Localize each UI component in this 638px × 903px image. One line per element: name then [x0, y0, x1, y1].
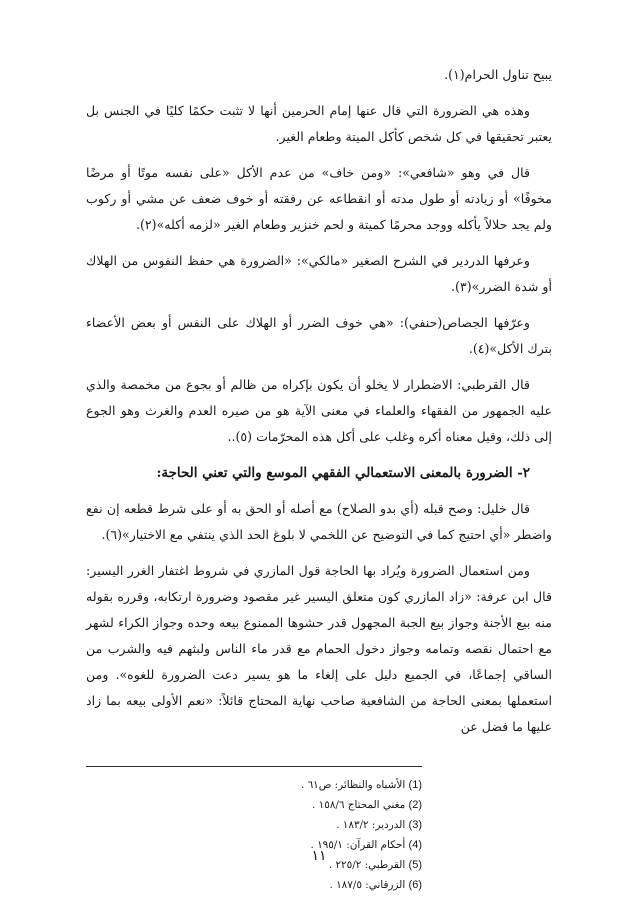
paragraph-1: يبيح تناول الحرام(١). [444, 67, 552, 82]
page-number: ١١ [311, 848, 327, 864]
paragraph-8: ومن استعمال الضرورة ويُراد بها الحاجة قول المازري في شروط اغتفار الغرر اليسير: قال ابن عرفة: «زاد المازري كون متعلق اليسير غير مقصود وضرورة ارتكابه، وقرره بقوله منه بيع الأجنة وجواز بيع الجبة المجهول قدر حشوها الممنوع بيعه وحده وجواز الكراء لشهر مع احتمال نقصه وتمامه وجواز دخول الحمام مع قدر ماء الناس ولبثهم فيه والشرب من الساقي إجماعًا، في الجميع دليل على إلغاء ما هو يسير دعت الضرورة للغوه». ومن استعملها بمعنى الحاجة من الشافعية صاحب نهاية المحتاج قائلاً: «نعم الأولى بيعه بما زاد عليها ما فضل عن [86, 563, 552, 734]
document-page [86, 62, 552, 895]
paragraph-6: قال القرطبي: الاضطرار لا يخلو أن يكون بإكراه من ظالم أو بجوع من مخمصة والذي عليه الجمهور من الفقهاء والعلماء في معنى الآية هو من صيره العدم والغرث وهو الجوع إلى ذلك، وقيل معناه أكره وغلب على أكل هذه المحرّمات (٥).. [86, 377, 552, 444]
footnote-number: (6) [408, 879, 422, 891]
paragraph-2: وهذه هي الضرورة التي قال عنها إمام الحرمين أنها لا تثبت حكمًا كليًا في الجنس بل يعتبر تحقيقها في كل شخص كأكل الميتة وطعام الغير. [86, 103, 552, 144]
paragraph-3: قال في وهو «شافعي»: «ومن خاف» من عدم الأكل «على نفسه موتًا أو مرضًا مخوفًا» أو زيادته أو طول مدته أو انقطاعه عن رفقته أو خوف ضعف عن مشي أو ركوب ولم يجد حلالاً يأكله ووجد محرمًا كميتة و لحم خنزير وطعام الغير «لزمه أكله»(٢). [86, 165, 552, 232]
footnote-text: أحكام القرآن: ١٩٥/١ . [310, 839, 406, 851]
footnote-text: الأشباه والنظائر: ص٦١ . [300, 779, 406, 791]
footnote-item [86, 775, 552, 795]
section-heading: ٢- الضرورة بالمعنى الاستعمالي الفقهي الموسع والتي تعني الحاجة: [156, 465, 530, 481]
footnote-number: (3) [408, 819, 422, 831]
footnotes [86, 775, 552, 895]
footnote-text: الدردير: ١٨٣/٢ . [336, 819, 406, 831]
footnote-text: الزرقاني: ١٨٧/٥ . [329, 879, 406, 891]
footnote-number: (4) [408, 839, 422, 851]
paragraph-7: قال خليل: وصح قبله (أي بدو الصلاح) مع أصله أو الحق به أو على شرط قطعه إن نفع واضطر «أي احتيج كما في التوضيح عن اللخمي لا بلوغ الحد الذي ينتفي مع الاختيار»(٦). [86, 501, 552, 542]
footnote-item [86, 795, 552, 815]
footnote-item [86, 875, 552, 895]
paragraph-4: وعرفها الدردير في الشرح الصغير «مالكي»: «الضرورة هي حفظ النفوس من الهلاك أو شدة الضرر»(٣). [86, 253, 552, 294]
footnote-number: (1) [408, 779, 422, 791]
footnote-number: (2) [408, 799, 422, 811]
footnote-text: القرطبي: ٢٢٥/٢ . [328, 859, 406, 871]
footnote-item [86, 815, 552, 835]
footnote-separator [86, 766, 422, 767]
paragraph-5: وعرّفها الجصاص(حنفي): «هي خوف الضرر أو الهلاك على النفس أو بعض الأعضاء بترك الأكل»(٤). [86, 315, 552, 356]
footnote-text: مغني المحتاج ١٥٨/٦ . [312, 799, 406, 811]
footnote-number: (5) [408, 859, 422, 871]
